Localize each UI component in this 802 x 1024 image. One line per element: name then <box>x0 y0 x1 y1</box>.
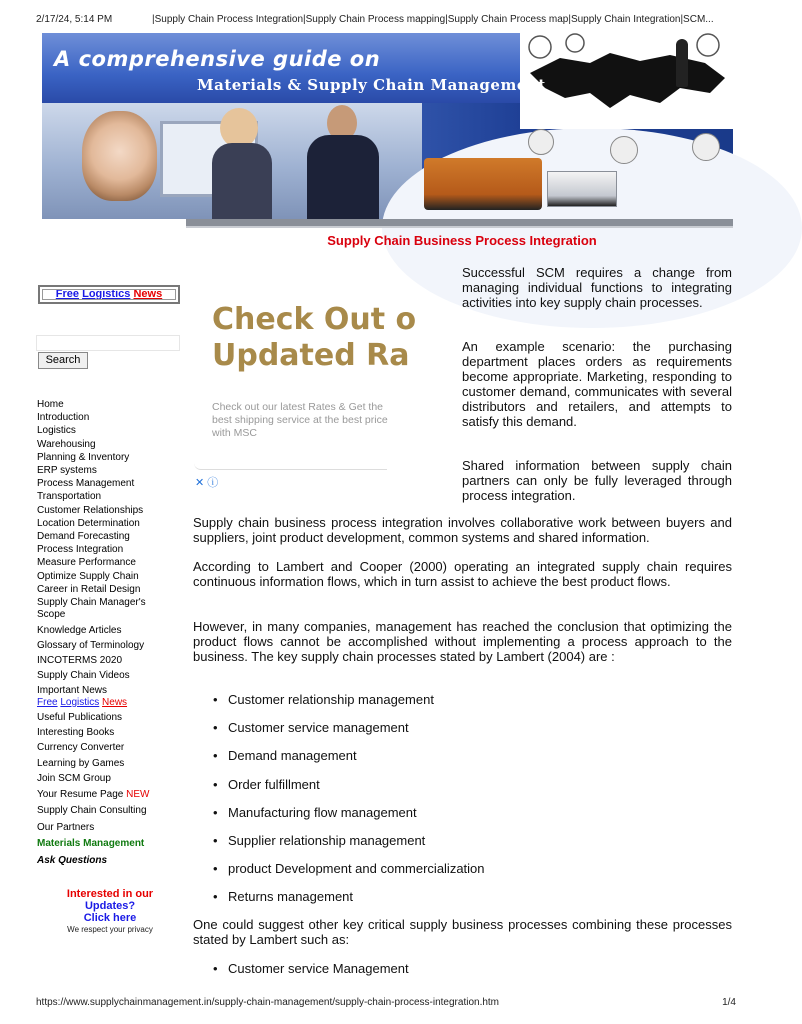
sidebar-nav-item[interactable]: Logistics <box>37 425 76 437</box>
sidebar-nav-item[interactable]: Warehousing <box>37 438 96 450</box>
list-item <box>215 777 320 792</box>
banner-photo-office <box>42 103 422 219</box>
banner-divider <box>186 219 733 226</box>
main-para-4: One could suggest other key critical supply business processes combining these processes stated by Lambert such as: <box>193 917 732 947</box>
sidebar-item-resume[interactable] <box>37 789 177 801</box>
globe-icon <box>692 133 720 161</box>
news-link[interactable]: News <box>102 697 128 708</box>
right-para-2: An example scenario: the purchasing department places orders as requirements become appropriate. Marketing, responding to customer demand, communicates with several distributors and retailers, and attempts to satisfy this demand. <box>462 339 732 429</box>
sidebar-nav-item[interactable]: Glossary of Terminology <box>37 640 145 651</box>
list-item <box>215 720 409 735</box>
privacy-note: We respect your privacy <box>67 925 153 934</box>
sidebar-nav-item[interactable]: Process Management <box>37 478 135 490</box>
free-link[interactable]: Free <box>37 697 58 708</box>
businesswoman-figure <box>220 108 258 148</box>
sidebar-item-materials-management[interactable]: Materials Management <box>37 838 145 849</box>
sidebar-nav-item[interactable]: Useful Publications <box>37 712 123 723</box>
site-banner <box>42 33 733 219</box>
print-header <box>36 14 714 25</box>
crane-truck-icon <box>424 158 542 210</box>
sidebar-nav-item[interactable]: Introduction <box>37 412 90 424</box>
print-page-number: 1/4 <box>722 997 736 1008</box>
print-datetime: 2/17/24, 5:14 PM <box>36 14 113 25</box>
list-item <box>215 833 425 848</box>
ad-body[interactable]: Check out our latest Rates & Get the best shipping service at the best price with MSC <box>212 401 388 439</box>
sidebar-nav-item[interactable]: Join SCM Group <box>37 772 111 784</box>
ad-headline-line2[interactable]: Updated Ra <box>212 338 410 373</box>
sidebar-nav-item[interactable]: Process Integration <box>37 544 124 556</box>
advertisement[interactable] <box>194 274 417 470</box>
list-item <box>215 805 417 820</box>
logistics-link[interactable]: Logistics <box>60 697 100 708</box>
main-para-2: According to Lambert and Cooper (2000) operating an integrated supply chain requires continuous information flows, which in turn assist to achieve the best product flows. <box>193 559 732 589</box>
list-item <box>215 961 409 976</box>
sidebar-item-ask-questions[interactable]: Ask Questions <box>37 855 108 866</box>
banner-divider-light <box>186 226 733 228</box>
ad-border <box>194 463 387 470</box>
list-item-text: Manufacturing flow management <box>228 804 417 820</box>
logistics-link-text[interactable]: Logistics <box>82 288 131 300</box>
globe-icon <box>528 129 554 155</box>
promo-line2: Updates? <box>84 900 136 912</box>
list-item-text: Customer service management <box>228 720 409 736</box>
list-item <box>215 748 357 763</box>
sidebar-nav-item[interactable]: Interesting Books <box>37 727 115 739</box>
sidebar-nav-item[interactable]: INCOTERMS 2020 <box>37 655 123 666</box>
updates-promo <box>50 888 170 936</box>
sidebar-nav-item[interactable]: Location Determination <box>37 517 140 529</box>
print-url: https://www.supplychainmanagement.in/supply-chain-management/supply-chain-process-integration.htm <box>36 997 500 1008</box>
banner-heading-line2: Materials & Supply Chain Management <box>197 76 546 94</box>
list-item-text: Returns management <box>228 889 354 905</box>
ad-close-info-icons[interactable]: ✕ ⓘ <box>195 477 219 489</box>
globe-icon <box>610 136 638 164</box>
sidebar-nav-item[interactable]: ERP systems <box>37 465 97 476</box>
right-para-1: Successful SCM requires a change from managing individual functions to integrating activities into key supply chain processes. <box>462 265 732 310</box>
right-para-3: Shared information between supply chain partners can only be fully leveraged through process integration. <box>462 458 732 503</box>
banner-heading-line1: A comprehensive guide on <box>54 47 381 71</box>
woman-figure <box>82 111 157 201</box>
sidebar-nav-item[interactable]: Currency Converter <box>37 742 125 754</box>
sidebar-free-logistics-news[interactable] <box>37 697 177 709</box>
page-title: Supply Chain Business Process Integration <box>327 233 597 248</box>
world-map-icon <box>520 33 733 129</box>
sidebar-nav-item[interactable]: Home <box>37 399 64 410</box>
sidebar-nav-item[interactable]: Optimize Supply Chain <box>37 570 139 582</box>
search-input[interactable] <box>36 335 180 351</box>
promo-click-here-link[interactable]: Click here <box>83 912 137 924</box>
search-button[interactable]: Search <box>38 352 88 369</box>
ad-headline[interactable] <box>212 302 416 374</box>
sidebar-nav-item[interactable]: Supply Chain Manager's Scope <box>37 597 146 620</box>
resume-label[interactable]: Your Resume Page <box>37 789 124 800</box>
sidebar-nav-item[interactable]: Customer Relationships <box>37 504 144 516</box>
promo-line1: Interested in our <box>66 888 154 900</box>
list-item-text: Order fulfillment <box>228 776 320 792</box>
list-item <box>215 889 353 904</box>
main-para-1: Supply chain business process integration involves collaborative work between buyers and suppliers, joint product development, common systems and shared information. <box>193 515 732 545</box>
main-para-3: However, in many companies, management has reached the conclusion that optimizing the product flows cannot be accomplished without implementing a process approach to the business. The key supply chain processes stated by Lambert (2004) are : <box>193 619 732 664</box>
sidebar-nav-item[interactable]: Demand Forecasting <box>37 531 130 542</box>
list-item-text: Customer relationship management <box>228 692 434 707</box>
list-item-text: Demand management <box>228 748 357 764</box>
businesswoman-body <box>212 143 272 219</box>
new-badge: NEW <box>126 789 150 800</box>
ad-headline-line1[interactable]: Check Out o <box>212 302 417 337</box>
news-link-text[interactable]: News <box>133 288 163 300</box>
sidebar-item-consulting[interactable]: Supply Chain Consulting <box>37 805 147 816</box>
free-link-text[interactable]: Free <box>55 288 80 300</box>
free-logistics-news-link[interactable] <box>38 285 180 304</box>
world-map-area <box>520 33 733 129</box>
sidebar-nav-item[interactable]: Measure Performance <box>37 557 136 569</box>
list-item <box>215 861 485 876</box>
businessman-body <box>307 135 379 219</box>
sidebar-nav-item[interactable]: Career in Retail Design <box>37 583 141 595</box>
list-item <box>215 692 434 707</box>
sidebar-nav-item[interactable]: Transportation <box>37 491 102 503</box>
list-item-text: Customer service Management <box>228 961 409 976</box>
sidebar-nav-item[interactable]: Planning & Inventory <box>37 451 130 463</box>
print-page-title: |Supply Chain Process Integration|Supply Chain Process mapping|Supply Chain Process map|Supply Chain Integration|SCM... <box>152 14 714 25</box>
sidebar-nav-item[interactable]: Learning by Games <box>37 757 125 769</box>
list-item-text: product Development and commercialization <box>228 861 485 877</box>
sidebar-nav-item[interactable]: Important News <box>37 685 108 696</box>
print-footer <box>36 997 736 1008</box>
sidebar-nav-item[interactable]: Knowledge Articles <box>37 625 122 636</box>
delivery-truck-icon <box>547 171 617 207</box>
presenter-figure <box>676 39 688 87</box>
sidebar-item-partners[interactable]: Our Partners <box>37 822 95 833</box>
list-item-text: Supplier relationship management <box>228 833 426 848</box>
sidebar-nav-item[interactable]: Supply Chain Videos <box>37 670 130 681</box>
